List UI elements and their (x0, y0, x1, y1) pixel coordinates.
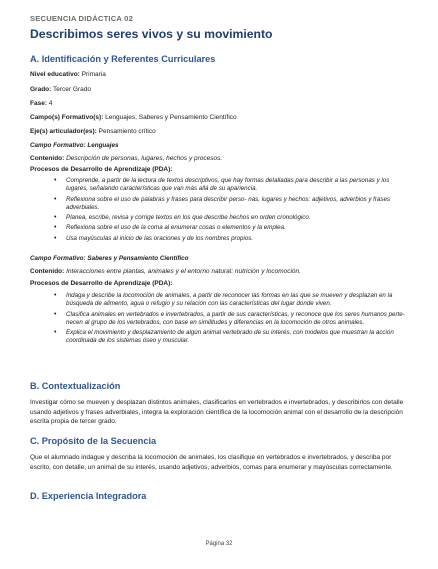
section-a-heading: A. Identificación y Referentes Curriculares (30, 54, 216, 64)
contenido-lenguajes (30, 154, 222, 163)
contenido-saberes (30, 267, 301, 276)
section-b-heading: B. Contextualización (30, 381, 121, 391)
pda-heading-lenguajes: Procesos de Desarrollo de Aprendizaje (PDA): (30, 166, 173, 173)
field-label: Campo(s) Formativo(s): (30, 114, 104, 121)
section-d-heading: D. Experiencia Integradora (30, 491, 147, 501)
field-grado (30, 85, 91, 94)
contenido-value: Descripción de personas, lugares, hechos y procesos. (64, 155, 223, 162)
list-item: • Planea, escribe, revisa y corrige textos en los que describe hechos en orden cronológico. (30, 214, 406, 222)
contenido-label: Contenido: (30, 268, 65, 275)
contenido-label: Contenido: (30, 155, 65, 162)
field-value: Lenguajes; Saberes y Pensamiento Científico (103, 114, 237, 121)
list-item: • Usa mayúsculas al inicio de las oraciones y de los nombres propios. (30, 235, 406, 243)
campo-lenguajes-heading: Campo Formativo: Lenguajes (30, 142, 119, 149)
field-label: Fase: (30, 100, 47, 107)
pda-heading-saberes: Procesos de Desarrollo de Aprendizaje (PDA): (30, 280, 173, 287)
list-item: • Indaga y describe la locomoción de animales, a partir de reconocer las formas en las que se mueven y desplazan en la búsqueda de alimento, agua o refugio y su relación con las características del lugar donde viven. (30, 292, 406, 309)
list-item: • Reflexiona sobre el uso de la coma al enumerar cosas o elementos y la emplea. (30, 224, 406, 232)
field-ejes (30, 127, 156, 136)
section-b-text: Investigar cómo se mueven y desplazan distintos animales, clasificarlos en vertebrados e invertebrados, y describirlos con detalle usando adjetivos y frases adverbiales, integra la exploración científica de la locomoción animal con el desarrollo de la descripción escrita propia de tercer grado. (30, 399, 404, 426)
field-nivel (30, 70, 106, 79)
list-item: • Clasifica animales en vertebrados e invertebrados, a partir de sus características, y reconoce que los seres humanos perte- necen al grupo de los vertebrados, con base en similitudes y diferencias en la locomoción de otros animales. (30, 311, 406, 328)
campo-saberes-heading: Campo Formativo: Saberes y Pensamiento Científico (30, 255, 189, 262)
field-fase (30, 99, 52, 108)
sequence-kicker: SECUENCIA DIDÁCTICA 02 (30, 14, 133, 23)
page-title: Describimos seres vivos y su movimiento (30, 27, 273, 41)
list-item: • Explica el movimiento y desplazamiento de algún animal vertebrado de su interés, con modelos que muestran la acción coordinada de los sistemas óseo y muscular. (30, 329, 406, 346)
field-value: 4 (46, 100, 53, 107)
pda-list-saberes (30, 292, 406, 346)
field-campos (30, 113, 237, 122)
pda-list-lenguajes (30, 177, 406, 243)
section-c-text: Que el alumnado indague y describa la locomoción de animales, los clasifique en vertebrados e invertebrados, y describa por escrito, con detalle, un animal de su interés, usando adjetivos, adverbios, comas para enumerar y mayúsculas correctamente. (30, 454, 393, 471)
list-item: • Reflexiona sobre el uso de palabras y frases para describir perso- nas, lugares y hechos: adjetivos, adverbios y frases adverbiales. (30, 196, 406, 213)
section-c-heading: C. Propósito de la Secuencia (30, 436, 157, 446)
field-value: Primaria (79, 71, 106, 78)
list-item: • Comprende, a partir de la lectura de textos descriptivos, que hay formas detalladas para describir a las personas y los lugares, señalando características que van más allá de su apariencia. (30, 177, 406, 194)
field-label: Nivel educativo: (30, 71, 80, 78)
field-value: Tercer Grado (51, 86, 91, 93)
field-label: Eje(s) articulador(es): (30, 128, 97, 135)
contenido-value: Interacciones entre plantas, animales y el entorno natural: nutrición y locomoción. (64, 268, 301, 275)
field-label: Grado: (30, 86, 52, 93)
page-number: Página 32 (205, 541, 233, 547)
field-value: Pensamiento crítico (96, 128, 156, 135)
